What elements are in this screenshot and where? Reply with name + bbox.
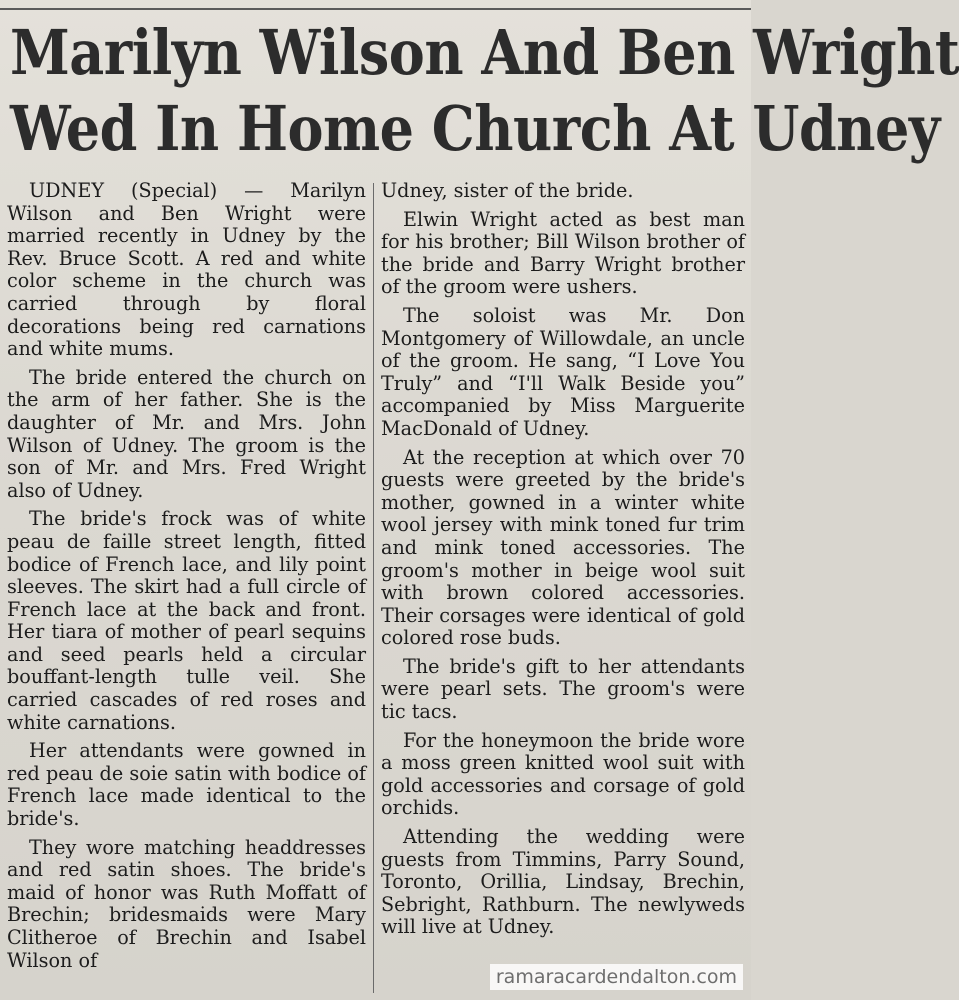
paragraph: They wore matching headdresses and red satin shoes. The bride's maid of honor was Ruth Moffatt of Brechin; bridesmaids were Mary Clitheroe of Brechin and Isabel Wilson of <box>7 835 366 972</box>
headline-line-2: Wed In Home Church At Udney <box>10 91 940 165</box>
paragraph: Udney, sister of the bride. <box>381 179 634 202</box>
watermark-label: ramaracardendalton.com <box>490 964 743 990</box>
paragraph: The soloist was Mr. Don Montgomery of Willowdale, an uncle of the groom. He sang, “I Love You Truly” and “I'll Walk Beside you” accompanied by Miss Marguerite MacDonald of Udney. <box>381 303 745 440</box>
paragraph: The bride entered the church on the arm of her father. She is the daughter of Mr. and Mrs. John Wilson of Udney. The groom is the son of Mr. and Mrs. Fred Wright also of Udney. <box>7 365 366 502</box>
column-divider <box>373 183 374 993</box>
paragraph: For the honeymoon the bride wore a moss green knitted wool suit with gold accessories and corsage of gold orchids. <box>381 728 745 820</box>
paragraph: UDNEY (Special) — Marilyn Wilson and Ben Wright were married recently in Udney by the Rev. Bruce Scott. A red and white color scheme in the church was carried through by floral decorations being red carnations and white mums. <box>7 179 366 361</box>
paragraph: Her attendants were gowned in red peau de soie satin with bodice of French lace made identical to the bride's. <box>7 739 366 831</box>
paragraph: Attending the wedding were guests from Timmins, Parry Sound, Toronto, Orillia, Lindsay, Brechin, Sebright, Rathburn. The newlyweds will live at Udney. <box>381 825 745 939</box>
paragraph: The bride's frock was of white peau de faille street length, fitted bodice of French lace, and lily point sleeves. The skirt had a full circle of French lace at the back and front. Her tiara of mother of pearl sequins and seed pearls held a circular bouffant-length tulle veil. She carried cascades of red roses and white carnations. <box>7 507 366 734</box>
headline-line-1: Marilyn Wilson And Ben Wright <box>10 15 959 89</box>
paragraph: At the reception at which over 70 guests were greeted by the bride's mother, gowned in a winter white wool jersey with mink toned fur trim and mink toned accessories. The groom's mother in beige wool suit with brown colored accessories. Their corsages were identical of gold colored rose buds. <box>381 445 745 650</box>
paragraph: The bride's gift to her attendants were pearl sets. The groom's were tic tacs. <box>381 654 745 724</box>
left-column <box>7 180 366 978</box>
paragraph: Elwin Wright acted as best man for his brother; Bill Wilson brother of the bride and Barry Wright brother of the groom were ushers. <box>381 207 745 299</box>
headline <box>10 14 959 166</box>
right-column <box>381 180 745 945</box>
